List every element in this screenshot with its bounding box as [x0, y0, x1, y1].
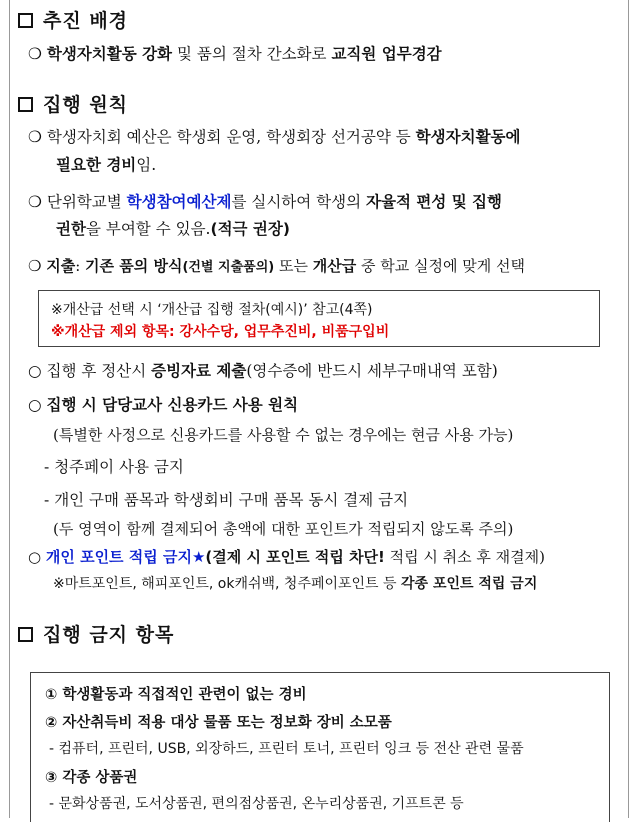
square-bullet-icon	[18, 97, 33, 112]
paragraph-principle-5: ○ 집행 시 담당교사 신용카드 사용 원칙	[28, 396, 299, 414]
paragraph-principle-2-cont: 권한을 부여할 수 있음.(적극 권장)	[56, 220, 290, 238]
paragraph-background-1: ❍ 학생자치활동 강화 및 품의 절차 간소화로 교직원 업무경감	[28, 45, 442, 63]
star-icon: ★	[191, 548, 206, 566]
prohibited-item-2-detail: - 컴퓨터, 프린터, USB, 외장하드, 프린터 토너, 프린터 잉크 등 전산 관련 물품	[49, 741, 524, 757]
paragraph-principle-1: ❍ 학생자치회 예산은 학생회 운영, 학생회장 선거공약 등 학생자치활동에	[28, 128, 521, 146]
paragraph-principle-3: ❍ 지출: 기존 품의 방식(건별 지출품의) 또는 개산급 중 학교 실정에 맞게 선택	[28, 257, 525, 275]
section-title-principles: 집행 원칙	[18, 90, 128, 117]
prohibited-item-2: ② 자산취득비 적용 대상 물품 또는 정보화 장비 소모품	[45, 715, 392, 731]
circle-bullet-icon: ❍	[28, 45, 42, 63]
prohibited-item-1: ① 학생활동과 직접적인 관련이 없는 경비	[45, 687, 307, 703]
note-line-2: ※개산급 제외 항목: 강사수당, 업무추진비, 비품구입비	[51, 324, 390, 340]
circle-bullet-icon: ❍	[28, 257, 42, 275]
square-bullet-icon	[18, 13, 33, 28]
prohibited-box	[30, 672, 610, 822]
circle-bullet-icon: ○	[28, 548, 42, 566]
prohibited-item-3: ③ 각종 상품권	[45, 770, 138, 786]
paragraph-principle-8-cont: ※마트포인트, 해피포인트, ok캐쉬백, 청주페이포인트 등 각종 포인트 적립 금지	[53, 576, 538, 592]
section-title-background: 추진 배경	[18, 6, 128, 33]
paragraph-principle-8: ○ 개인 포인트 적립 금지★(결제 시 포인트 적립 차단! 적립 시 취소 후 재결제)	[28, 548, 546, 566]
section-title-prohibited: 집행 금지 항목	[18, 620, 174, 647]
paragraph-principle-6: - 청주페이 사용 금지	[44, 458, 184, 476]
paragraph-principle-7: - 개인 구매 품목과 학생회비 구매 품목 동시 결제 금지	[44, 491, 409, 509]
note-line-1: ※개산급 선택 시 ‘개산급 집행 절차(예시)’ 참고(4쪽)	[51, 302, 373, 318]
note-box	[38, 290, 600, 347]
paragraph-principle-1-cont: 필요한 경비임.	[56, 156, 157, 174]
paragraph-principle-5-cont: (특별한 사정으로 신용카드를 사용할 수 없는 경우에는 현금 사용 가능)	[53, 426, 514, 444]
circle-bullet-icon: ❍	[28, 193, 42, 211]
paragraph-principle-2: ❍ 단위학교별 학생참여예산제를 실시하여 학생의 자율적 편성 및 집행	[28, 193, 503, 211]
prohibited-item-3-detail: - 문화상품권, 도서상품권, 편의점상품권, 온누리상품권, 기프트콘 등	[49, 796, 464, 812]
paragraph-principle-4: ○ 집행 후 정산시 증빙자료 제출(영수증에 반드시 세부구매내역 포함)	[28, 362, 498, 380]
paragraph-principle-7-cont: (두 영역이 함께 결제되어 총액에 대한 포인트가 적립되지 않도록 주의)	[53, 520, 514, 538]
square-bullet-icon	[18, 627, 33, 642]
circle-bullet-icon: ❍	[28, 128, 42, 146]
circle-bullet-icon: ○	[28, 396, 42, 414]
circle-bullet-icon: ○	[28, 362, 42, 380]
